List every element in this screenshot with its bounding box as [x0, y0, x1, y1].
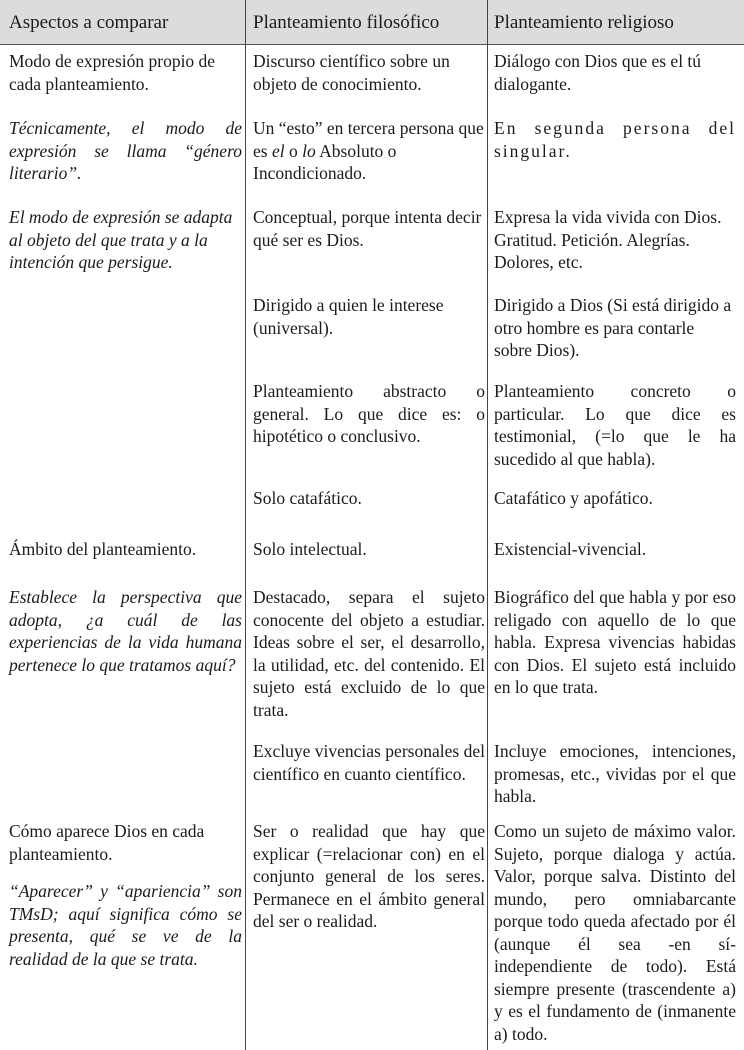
row-8-filosofico: Destacado, separa el sujeto conocente del objeto a estudiar. Ideas sobre el ser, el desarrollo, la utilidad, etc. del contenido. El sujeto está excluido de lo que trata.: [253, 587, 485, 720]
row-4-religioso: Dirigido a Dios (Si está dirigido a otro hombre es para contarle sobre Dios).: [494, 295, 732, 360]
row-1-aspect: Modo de expresión propio de cada planteamiento.: [9, 51, 216, 94]
row-2-aspect: Técnicamente, el modo de expresión se llama “género literario”.: [9, 118, 242, 183]
row-7-religioso: Existencial-vivencial.: [494, 539, 647, 559]
row-2-filosofico-part-c: Absoluto o Incondicionado.: [253, 140, 397, 183]
row-1-filosofico: Discurso científico sobre un objeto de conocimiento.: [253, 51, 450, 94]
header-religioso: Planteamiento religioso: [494, 12, 674, 33]
row-2-filosofico-el: el: [271, 140, 285, 161]
row-2-filosofico-part-a: Un “esto” en tercera persona que es: [253, 118, 484, 161]
row-3-filosofico: Conceptual, porque intenta decir qué ser es Dios.: [253, 207, 482, 250]
row-5-filosofico: Planteamiento abstracto o general. Lo que dice es: o hipotético o conclusivo.: [253, 381, 485, 446]
column-divider-2: [487, 0, 488, 1050]
row-9-religioso: Incluye emociones, intenciones, promesas, etc., vividas por el que habla.: [494, 741, 736, 806]
row-7-filosofico: Solo intelectual.: [253, 539, 367, 559]
row-10-aspect: Cómo aparece Dios en cada planteamiento.: [9, 821, 205, 864]
row-1-religioso: Diálogo con Dios que es el tú dialogante.: [494, 51, 702, 94]
row-2-filosofico-lo: lo: [302, 140, 316, 161]
row-10-aspect-note: “Aparecer” y “apariencia” son TMsD; aquí significa cómo se presenta, qué se ve de la realidad de la que se trata.: [9, 881, 242, 969]
row-10-filosofico: Ser o realidad que hay que explicar (=relacionar con) en el conjunto general de los seres. Permanece en el ámbito general del ser o realidad.: [253, 821, 485, 931]
row-8-aspect: Establece la perspectiva que adopta, ¿a cuál de las experiencias de la vida humana pertenece lo que tratamos aquí?: [9, 587, 242, 675]
row-2-filosofico: [253, 117, 485, 185]
header-divider: [0, 44, 744, 45]
row-5-religioso: Planteamiento concreto o particular. Lo que dice es testimonial, (=lo que le ha sucedido al que habla).: [494, 381, 736, 469]
row-8-religioso: Biográfico del que habla y por eso religado con aquello de lo que habla. Expresa vivencias habidas con Dios. El sujeto está incluido en lo que trata.: [494, 587, 736, 697]
row-9-filosofico: Excluye vivencias personales del científico en cuanto científico.: [253, 741, 485, 784]
header-filosofico: Planteamiento filosófico: [253, 12, 440, 33]
header-aspectos: Aspectos a comparar: [9, 12, 169, 33]
row-7-aspect: Ámbito del planteamiento.: [9, 539, 197, 559]
row-2-religioso: En segunda persona del singular.: [494, 118, 736, 161]
row-10-religioso: Como un sujeto de máximo valor. Sujeto, porque dialoga y actúa. Valor, porque salva. Distinto del mundo, pero omniabarcante porque todo queda afectado por él (aunque él sea -en sí- independiente de todo). Está siempre presente (trascendente a) y es el fundamento de (inmanente a) todo.: [494, 821, 736, 1044]
row-3-aspect: El modo de expresión se adapta al objeto del que trata y a la intención que persigue.: [9, 207, 233, 272]
row-2-filosofico-part-b: o: [284, 140, 303, 161]
row-3-religioso: Expresa la vida vivida con Dios. Gratitud. Petición. Alegrías. Dolores, etc.: [494, 207, 722, 272]
row-6-filosofico: Solo catafático.: [253, 488, 362, 508]
row-6-religioso: Catafático y apofático.: [494, 488, 653, 508]
column-divider-1: [245, 0, 246, 1050]
row-4-filosofico: Dirigido a quien le interese (universal).: [253, 295, 444, 338]
